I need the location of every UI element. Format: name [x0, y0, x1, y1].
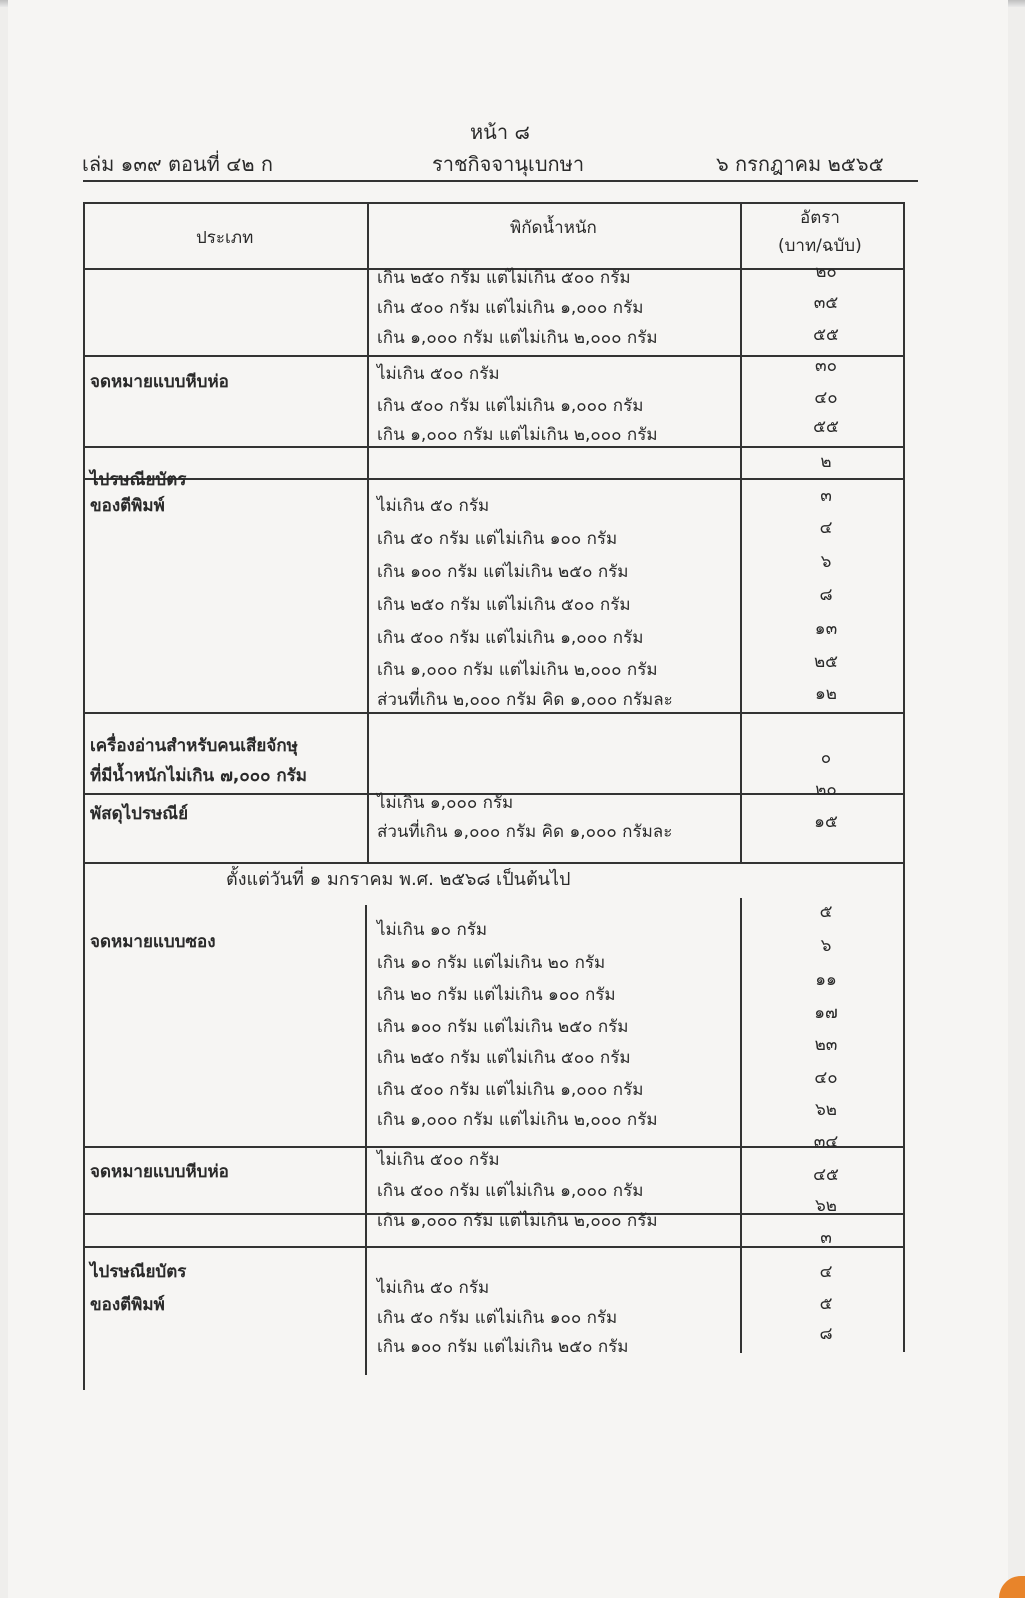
- rate-value: ๒๕: [813, 652, 839, 672]
- category-parcel-letter: จดหมายแบบหีบห่อ: [90, 372, 229, 392]
- rate-value: ๑๗: [814, 1003, 838, 1023]
- header-rule: [83, 180, 918, 182]
- weight-range: เกิน ๒๐ กรัม แต่ไม่เกิน ๑๐๐ กรัม: [377, 985, 616, 1005]
- weight-range: เกิน ๑๐๐ กรัม แต่ไม่เกิน ๒๕๐ กรัม: [377, 1017, 629, 1037]
- rate-value: ๐: [820, 748, 832, 768]
- weight-range: เกิน ๑,๐๐๐ กรัม แต่ไม่เกิน ๒,๐๐๐ กรัม: [377, 1211, 658, 1231]
- page-number: หน้า ๘: [470, 120, 530, 144]
- weight-range: เกิน ๑๐ กรัม แต่ไม่เกิน ๒๐ กรัม: [377, 953, 606, 973]
- rate-value: ๔: [819, 1262, 833, 1282]
- rate-value: ๒๐: [815, 262, 837, 282]
- table-left-border: [83, 862, 85, 1390]
- category-blind-reader-weight: ที่มีน้ำหนักไม่เกิน ๗,๐๐๐ กรัม: [90, 766, 308, 786]
- column-divider: [367, 202, 369, 864]
- effective-date-heading: ตั้งแต่วันที่ ๑ มกราคม พ.ศ. ๒๕๖๘ เป็นต้นไป: [226, 869, 571, 890]
- gazette-title: ราชกิจจานุเบกษา: [432, 152, 585, 176]
- weight-range: เกิน ๑๐๐ กรัม แต่ไม่เกิน ๒๕๐ กรัม: [377, 1337, 629, 1357]
- row-divider: [83, 478, 905, 480]
- rate-value: ๓๐: [815, 356, 837, 376]
- row-divider: [83, 355, 905, 357]
- rate-value: ๔๐: [814, 388, 838, 408]
- rate-value: ๒๐: [815, 780, 837, 800]
- weight-range: เกิน ๕๐๐ กรัม แต่ไม่เกิน ๑,๐๐๐ กรัม: [377, 298, 644, 318]
- weight-range: เกิน ๕๐๐ กรัม แต่ไม่เกิน ๑,๐๐๐ กรัม: [377, 1080, 644, 1100]
- category-parcel-letter: จดหมายแบบหีบห่อ: [90, 1162, 229, 1182]
- weight-range: ส่วนที่เกิน ๒,๐๐๐ กรัม คิด ๑,๐๐๐ กรัมละ: [377, 690, 673, 710]
- rate-value: ๑๓: [814, 619, 838, 639]
- weight-range: เกิน ๕๐ กรัม แต่ไม่เกิน ๑๐๐ กรัม: [377, 1308, 618, 1328]
- rate-value: ๑๕: [814, 812, 838, 832]
- rate-value: ๓๕: [813, 293, 839, 313]
- weight-range: เกิน ๒๕๐ กรัม แต่ไม่เกิน ๕๐๐ กรัม: [377, 268, 631, 288]
- rate-value: ๒๓: [814, 1035, 838, 1055]
- weight-range: เกิน ๕๐๐ กรัม แต่ไม่เกิน ๑,๐๐๐ กรัม: [377, 1181, 644, 1201]
- row-divider: [83, 712, 905, 714]
- weight-range: เกิน ๒๕๐ กรัม แต่ไม่เกิน ๕๐๐ กรัม: [377, 1048, 631, 1068]
- weight-range: เกิน ๑๐๐ กรัม แต่ไม่เกิน ๒๕๐ กรัม: [377, 562, 629, 582]
- column-divider: [740, 202, 742, 864]
- category-postcard: ไปรษณียบัตร: [90, 470, 187, 490]
- row-divider: [83, 1246, 905, 1248]
- rate-value: ๘: [819, 1324, 833, 1344]
- weight-range: ไม่เกิน ๑,๐๐๐ กรัม: [377, 793, 514, 813]
- rate-value: ๔๕: [813, 1165, 839, 1185]
- rate-value: ๔: [819, 518, 833, 538]
- column-header-rate: อัตรา: [800, 208, 840, 228]
- weight-range: เกิน ๑,๐๐๐ กรัม แต่ไม่เกิน ๒,๐๐๐ กรัม: [377, 660, 658, 680]
- rate-value: ๕๕: [813, 325, 839, 345]
- rate-value: ๕๕: [813, 417, 839, 437]
- weight-range: เกิน ๕๐ กรัม แต่ไม่เกิน ๑๐๐ กรัม: [377, 529, 618, 549]
- weight-range: ไม่เกิน ๕๐๐ กรัม: [377, 1150, 500, 1170]
- category-postcard: ไปรษณียบัตร: [90, 1262, 187, 1282]
- rate-value: ๕: [819, 902, 833, 922]
- rate-value: ๖: [820, 552, 832, 572]
- rate-value: ๑๑: [815, 970, 837, 990]
- row-divider: [83, 1146, 905, 1148]
- weight-range: เกิน ๑,๐๐๐ กรัม แต่ไม่เกิน ๒,๐๐๐ กรัม: [377, 1110, 658, 1130]
- rate-value: ๓: [820, 486, 832, 506]
- weight-range: เกิน ๑,๐๐๐ กรัม แต่ไม่เกิน ๒,๐๐๐ กรัม: [377, 328, 658, 348]
- category-printed-matter: ของตีพิมพ์: [90, 496, 165, 516]
- category-blind-reader: เครื่องอ่านสำหรับคนเสียจักษุ: [90, 736, 298, 756]
- rate-value: ๓: [820, 1228, 832, 1248]
- weight-range: ส่วนที่เกิน ๑,๐๐๐ กรัม คิด ๑,๐๐๐ กรัมละ: [377, 822, 673, 842]
- category-parcel-post: พัสดุไปรษณีย์: [90, 804, 189, 824]
- rate-value: ๖๒: [815, 1100, 837, 1120]
- table-right-border: [903, 202, 905, 864]
- rate-value: ๖๒: [815, 1196, 837, 1216]
- table-left-border: [83, 202, 85, 864]
- rate-value: ๖: [820, 936, 832, 956]
- volume-info: เล่ม ๑๓๙ ตอนที่ ๔๒ ก: [82, 152, 274, 176]
- weight-range: เกิน ๕๐๐ กรัม แต่ไม่เกิน ๑,๐๐๐ กรัม: [377, 396, 644, 416]
- column-header-weight: พิกัดน้ำหนัก: [510, 218, 597, 238]
- column-header-rate-unit: (บาท/ฉบับ): [778, 236, 862, 256]
- table-top-border: [83, 202, 905, 204]
- rate-value: ๘: [819, 585, 833, 605]
- weight-range: ไม่เกิน ๕๐ กรัม: [377, 496, 490, 516]
- rate-value: ๔๐: [814, 1068, 838, 1088]
- column-divider: [365, 905, 367, 1375]
- rate-value: ๒: [820, 452, 832, 472]
- table-bottom-border: [83, 862, 905, 864]
- weight-range: ไม่เกิน ๕๐๐ กรัม: [377, 364, 500, 384]
- rate-value: ๑๒: [815, 684, 837, 704]
- weight-range: เกิน ๕๐๐ กรัม แต่ไม่เกิน ๑,๐๐๐ กรัม: [377, 628, 644, 648]
- rate-value: ๕: [819, 1294, 833, 1314]
- rate-value: ๓๔: [813, 1132, 839, 1152]
- weight-range: เกิน ๑,๐๐๐ กรัม แต่ไม่เกิน ๒,๐๐๐ กรัม: [377, 425, 658, 445]
- category-printed-matter: ของตีพิมพ์: [90, 1295, 165, 1315]
- row-divider: [83, 446, 905, 448]
- column-divider: [740, 898, 742, 1353]
- weight-range: เกิน ๒๕๐ กรัม แต่ไม่เกิน ๕๐๐ กรัม: [377, 595, 631, 615]
- weight-range: ไม่เกิน ๕๐ กรัม: [377, 1278, 490, 1298]
- table-right-border: [903, 862, 905, 1352]
- column-header-type: ประเภท: [196, 228, 254, 248]
- publication-date: ๖ กรกฎาคม ๒๕๖๕: [716, 152, 884, 176]
- category-envelope-letter: จดหมายแบบซอง: [90, 932, 216, 952]
- weight-range: ไม่เกิน ๑๐ กรัม: [377, 920, 488, 940]
